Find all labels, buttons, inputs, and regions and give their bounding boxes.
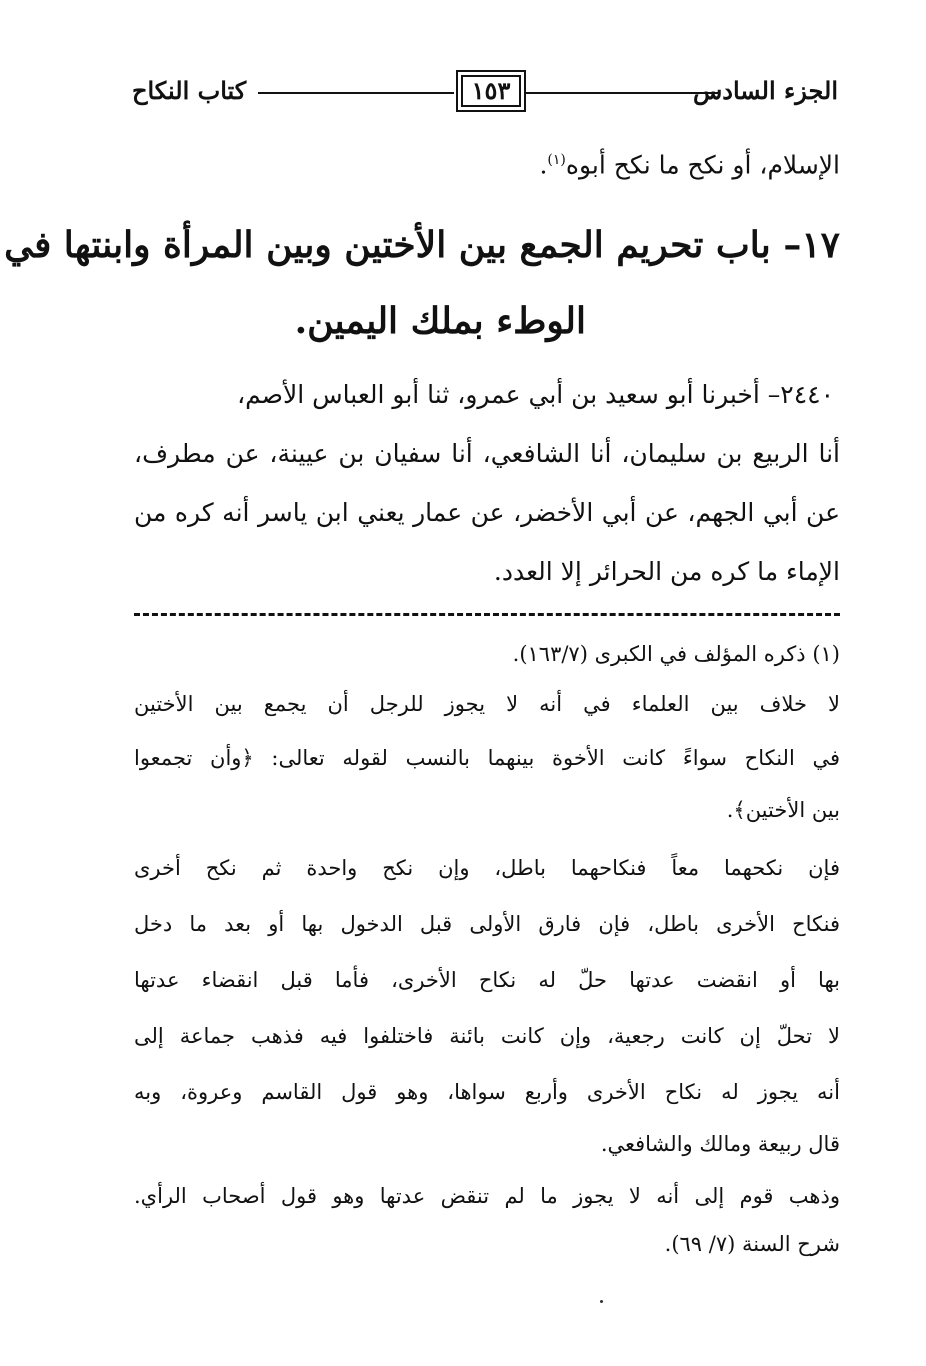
hadith-line-4: الإماء ما كره من الحرائر إلا العدد. <box>493 557 840 586</box>
header-rule-right <box>524 92 720 94</box>
footnote-1: (١) ذكره المؤلف في الكبرى (١٦٣/٧). <box>512 642 840 666</box>
footnote-separator <box>134 613 840 616</box>
note-line-7: لا تحلّ إن كانت رجعية، وإن كانت بائنة فاختلفوا فيه فذهب جماعة إلى <box>134 1024 840 1048</box>
continuation-text: الإسلام، أو نكح ما نكح أبوه <box>565 150 840 180</box>
footnote-reference: (١) <box>547 152 566 168</box>
note-line-11: شرح السنة (٧/ ٦٩). <box>664 1232 840 1256</box>
note-line-1: لا خلاف بين العلماء في أنه لا يجوز للرجل أن يجمع بين الأختين <box>134 692 840 716</box>
page-number-box: ١٥٣ <box>456 70 526 112</box>
chapter-heading-line-2: الوطء بملك اليمين. <box>294 300 586 342</box>
note-line-3: بين الأختين﴾. <box>726 798 840 822</box>
note-line-6: بها أو انقضت عدتها حلّ له نكاح الأخرى، فأما قبل انقضاء عدتها <box>134 968 840 992</box>
scan-speck <box>600 1300 603 1303</box>
continuation-line <box>539 140 840 185</box>
header-book-label: كتاب النكاح <box>132 76 247 105</box>
note-line-10: وذهب قوم إلى أنه لا يجوز ما لم تنقض عدتها وهو قول أصحاب الرأي. <box>134 1184 840 1208</box>
hadith-line-2: أنا الربيع بن سليمان، أنا الشافعي، أنا سفيان بن عيينة، عن مطرف، <box>134 439 840 468</box>
chapter-heading-line-1: ١٧– باب تحريم الجمع بين الأختين وبين المرأة وابنتها في <box>4 224 840 266</box>
note-line-4: فإن نكحهما معاً فنكاحهما باطل، وإن نكح واحدة ثم نكح أخرى <box>134 856 840 880</box>
note-line-2: في النكاح سواءً كانت الأخوة بينهما بالنسب لقوله تعالى: ﴿وأن تجمعوا <box>134 746 840 770</box>
note-line-5: فنكاح الأخرى باطل، فإن فارق الأولى قبل الدخول بها أو بعد ما دخل <box>134 912 840 936</box>
hadith-line-1: ٢٤٤٠– أخبرنا أبو سعيد بن أبي عمرو، ثنا أبو العباس الأصم، <box>237 380 834 409</box>
continuation-end: . <box>539 150 548 180</box>
header-part-label: الجزء السادس <box>692 76 838 105</box>
note-line-9: قال ربيعة ومالك والشافعي. <box>600 1132 840 1156</box>
hadith-line-3: عن أبي الجهم، عن أبي الأخضر، عن عمار يعني ابن ياسر أنه كره من <box>134 498 840 527</box>
note-line-8: أنه يجوز له نكاح الأخرى وأربع سواها، وهو قول القاسم وعروة، وبه <box>134 1080 840 1104</box>
header-rule-left <box>258 92 454 94</box>
